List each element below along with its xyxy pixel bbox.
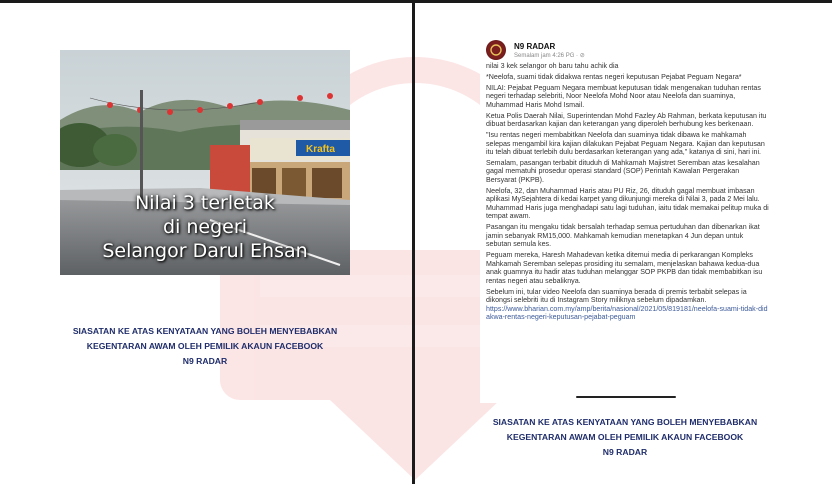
post-paragraph: Sebelum ini, tular video Neelofa dan suaminya berada di premis terbabit selepas ia dikongsi selebriti itu di Instagram Story miliknya sebelum dipadamkan. <box>486 287 747 305</box>
post-paragraph: NILAI: Pejabat Peguam Negara membuat keputusan tidak mengenakan tuduhan rentas negeri terhadap selebriti, Noor Neelofa Mohd Noor atau Neelofa dan suaminya, Muhammad Haris Mohd Ismail. <box>486 83 761 109</box>
post-timestamp[interactable]: Semalam jam 4:26 PG · ⊘ <box>514 53 585 59</box>
top-border-right <box>415 0 832 3</box>
scrollbar[interactable] <box>576 396 676 398</box>
left-footer-line-2: KEGENTARAN AWAM OLEH PEMILIK AKAUN FACEBOOK <box>86 341 324 351</box>
post-paragraph: "Isu rentas negeri membabitkan Neelofa dan suaminya tidak dibawa ke mahkamah selepas mengambil kira kajian dilakukan Pejabat Peguam Negara. Kajian dan keputusan itu telah dibuat terlebih dulu berdasarkan keterangan yang ada," katanya di sini, hari ini. <box>486 131 765 157</box>
right-footer-line-3: N9 RADAR <box>602 447 648 457</box>
photo-caption-line-3: Selangor Darul Ehsan <box>102 240 308 262</box>
right-footer-caption <box>455 415 795 460</box>
post-header <box>486 40 766 62</box>
right-footer-line-1: SIASATAN KE ATAS KENYATAAN YANG BOLEH MENYEBABKAN <box>492 417 758 427</box>
right-footer-line-2: KEGENTARAN AWAM OLEH PEMILIK AKAUN FACEBOOK <box>506 432 744 442</box>
post-paragraph: Pasangan itu mengaku tidak bersalah terhadap semua pertuduhan dan dibenarkan ikat jamin sebanyak RM15,000. Mahkamah kemudian menetapkan 4 Jun depan untuk sebutan semula kes. <box>486 223 760 249</box>
left-footer-line-1: SIASATAN KE ATAS KENYATAAN YANG BOLEH MENYEBABKAN <box>72 326 338 336</box>
left-footer-line-3: N9 RADAR <box>182 356 228 366</box>
page-logo-icon <box>486 40 506 60</box>
post-paragraph: Neelofa, 32, dan Muhammad Haris atau PU Riz, 26, dituduh gagal membuat imbasan aplikasi MySejahtera di kedai karpet yang dikunjungi mereka di Nilai 3, pada 2 Mei lalu. Muhammad Haris juga menghadapi satu lagi tuduhan, iaitu tidak memakai pelitup muka di tempat awam. <box>486 186 769 221</box>
left-footer-caption <box>40 324 370 369</box>
post-paragraph: *Neelofa, suami tidak didakwa rentas negeri keputusan Pejabat Peguam Negara* <box>486 72 742 81</box>
shop-sign-text: Krafta <box>306 144 335 155</box>
post-paragraph: Peguam mereka, Haresh Mahadevan ketika ditemui media di perkarangan Kompleks Mahkamah Seremban selepas prosiding itu semalam, menjelaskan bahawa kedua-dua anak guamnya itu hadir atas tuduhan melanggar SOP PKPB dan tidak membabitkan isu rentas negeri atau sebaliknya. <box>486 251 763 285</box>
post-paragraph: nilai 3 kek selangor oh baru tahu achik dia <box>486 62 619 70</box>
article-link[interactable]: https://www.bharian.com.my/amp/berita/nasional/2021/05/819181/neelofa-suami-tidak-didakwa-rentas-negeri-keputusan-pejabat-peguam <box>486 304 768 322</box>
post-body <box>486 62 770 324</box>
photo-caption-line-2: di negeri <box>163 216 247 238</box>
post-author[interactable]: N9 RADAR <box>514 42 556 51</box>
photo-caption-line-1: Nilai 3 terletak <box>135 192 275 214</box>
post-paragraph: Ketua Polis Daerah Nilai, Superintendan Mohd Fazley Ab Rahman, berkata keputusan itu dibuat berdasarkan kajian dan keterangan yang diperoleh berhubung kes berkenaan. <box>486 111 767 129</box>
top-border-left <box>0 0 412 3</box>
street-photo <box>60 50 350 275</box>
post-paragraph: Semalam, pasangan terbabit dituduh di Mahkamah Majistret Seremban atas kesalahan gagal mematuhi prosedur operasi standard (SOP) Perintah Kawalan Pergerakan Bersyarat (PKPB). <box>486 158 760 184</box>
facebook-post <box>480 36 770 403</box>
avatar[interactable] <box>486 40 506 60</box>
panel-divider <box>412 0 415 484</box>
